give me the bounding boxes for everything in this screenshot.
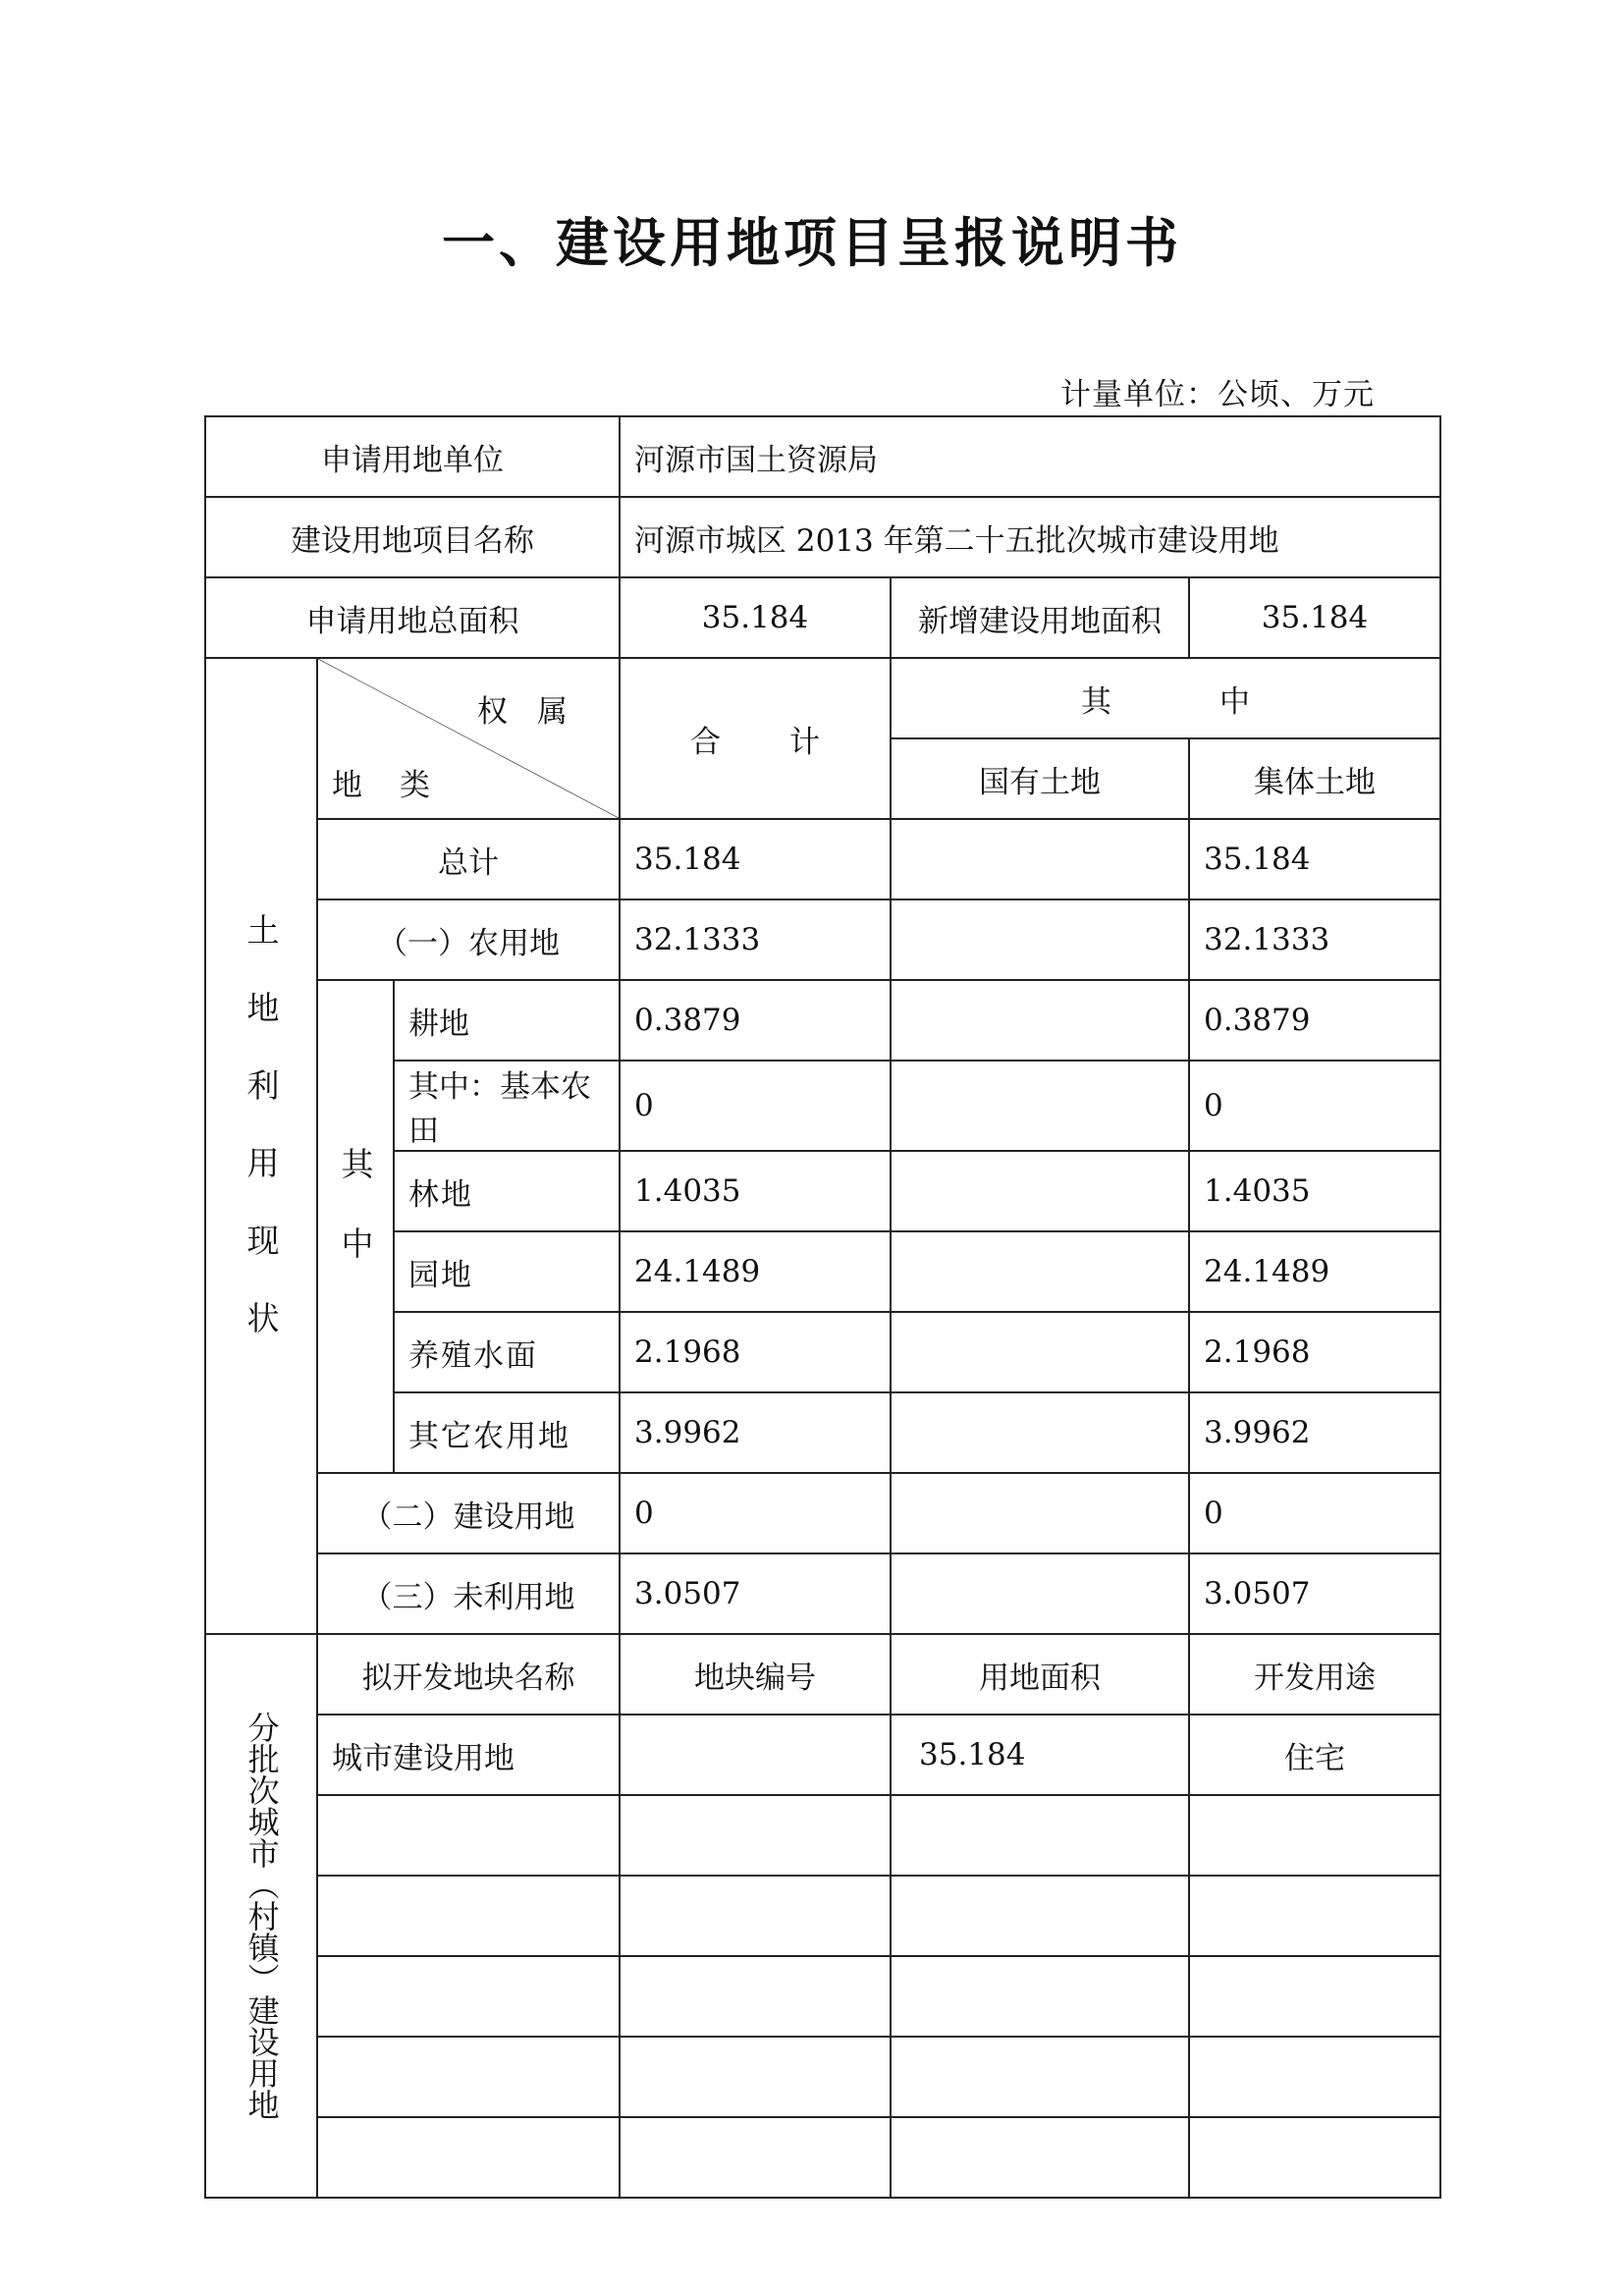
batch-header-plot-number: 地块编号 <box>620 1634 891 1715</box>
land-row-collective-value: 0.3879 <box>1189 980 1440 1061</box>
batch-purpose <box>1189 2037 1440 2117</box>
batch-area <box>891 1956 1189 2037</box>
batch-plot-name <box>317 1876 620 1956</box>
batch-plot-number <box>620 2117 891 2198</box>
new-area-label: 新增建设用地面积 <box>891 577 1189 658</box>
land-row-collective-value: 3.9962 <box>1189 1392 1440 1473</box>
batch-header-row <box>205 1634 1440 1715</box>
land-row-state-value <box>891 819 1189 899</box>
land-row-total-value: 0.3879 <box>620 980 891 1061</box>
batch-plot-number <box>620 2037 891 2117</box>
of-which-label: 其中 <box>336 1147 375 1306</box>
batch-plot-name <box>317 1795 620 1876</box>
land-row-total-value: 0 <box>620 1473 891 1553</box>
batch-row <box>205 1956 1440 2037</box>
land-use-section-label <box>205 658 317 1634</box>
project-form-table <box>204 415 1441 2199</box>
land-row-total-value: 2.1968 <box>620 1312 891 1392</box>
total-area-value: 35.184 <box>620 577 891 658</box>
land-row-state-value <box>891 1392 1189 1473</box>
batch-plot-name: 城市建设用地 <box>317 1715 620 1795</box>
batch-area <box>891 2037 1189 2117</box>
unit-note: 计量单位：公顷、万元 <box>1060 377 1375 412</box>
land-row-name: 林地 <box>394 1151 620 1231</box>
batch-plot-number <box>620 1795 891 1876</box>
batch-section-label-cell <box>205 1634 317 2198</box>
land-row-name-text: 耕地 <box>408 1006 469 1042</box>
land-row-name: （二）建设用地 <box>317 1473 620 1553</box>
total-area-label: 申请用地总面积 <box>205 577 620 658</box>
land-row-agricultural <box>205 899 1440 980</box>
land-row-state-value <box>891 899 1189 980</box>
land-row-name: 总计 <box>317 819 620 899</box>
land-row-collective-value: 3.0507 <box>1189 1553 1440 1634</box>
land-row-state-value <box>891 1151 1189 1231</box>
batch-plot-number <box>620 1715 891 1795</box>
header-collective-land: 集体土地 <box>1189 738 1440 819</box>
land-use-section-text: 土地利用现状 <box>242 913 281 1379</box>
land-row-collective-value: 0 <box>1189 1473 1440 1553</box>
header-state-land: 国有土地 <box>891 738 1189 819</box>
header-ownership: 权属 <box>477 694 598 730</box>
batch-header-area: 用地面积 <box>891 1634 1189 1715</box>
batch-plot-number <box>620 1876 891 1956</box>
land-row-state-value <box>891 980 1189 1061</box>
batch-plot-name <box>317 1956 620 2037</box>
batch-header-purpose: 开发用途 <box>1189 1634 1440 1715</box>
land-row-state-value <box>891 1312 1189 1392</box>
land-row-cultivated <box>205 980 1440 1061</box>
land-row-total-value: 24.1489 <box>620 1231 891 1312</box>
apply-unit-row <box>205 416 1440 497</box>
of-which-label-cell <box>317 980 394 1473</box>
header-category: 地类 <box>332 768 467 803</box>
land-row-state-value <box>891 1553 1189 1634</box>
land-row-state-value <box>891 1473 1189 1553</box>
batch-purpose <box>1189 1795 1440 1876</box>
land-row-name: 养殖水面 <box>394 1312 620 1392</box>
batch-plot-name <box>317 2037 620 2117</box>
batch-plot-number <box>620 1956 891 2037</box>
diagonal-header-cell <box>317 658 620 819</box>
batch-area <box>891 2117 1189 2198</box>
project-name-value: 河源市城区 2013 年第二十五批次城市建设用地 <box>620 497 1440 577</box>
batch-row <box>205 2037 1440 2117</box>
land-row-state-value <box>891 1061 1189 1151</box>
land-row-name: 其中：基本农田 <box>394 1061 620 1151</box>
project-name-label: 建设用地项目名称 <box>205 497 620 577</box>
batch-area <box>891 1795 1189 1876</box>
land-row-total-value: 3.0507 <box>620 1553 891 1634</box>
new-area-value: 35.184 <box>1189 577 1440 658</box>
land-row-collective-value: 2.1968 <box>1189 1312 1440 1392</box>
batch-purpose <box>1189 2117 1440 2198</box>
land-row-collective-value: 24.1489 <box>1189 1231 1440 1312</box>
land-row-collective-value: 32.1333 <box>1189 899 1440 980</box>
header-of-which-cell <box>891 658 1440 738</box>
batch-header-plot-name: 拟开发地块名称 <box>317 1634 620 1715</box>
page-title: 一、建设用地项目呈报说明书 <box>442 212 1182 274</box>
header-total-cell <box>620 658 891 819</box>
land-row-total-value: 3.9962 <box>620 1392 891 1473</box>
batch-section-label: 分批次城市（村镇）建设用地 <box>243 1712 281 2120</box>
batch-row <box>205 1876 1440 1956</box>
land-row-name: 园地 <box>394 1231 620 1312</box>
apply-unit-value: 河源市国土资源局 <box>620 416 1440 497</box>
batch-area: 35.184 <box>891 1715 1189 1795</box>
project-name-row <box>205 497 1440 577</box>
land-row-collective-value: 0 <box>1189 1061 1440 1151</box>
batch-purpose <box>1189 1876 1440 1956</box>
header-of-which: 其中 <box>1081 683 1359 720</box>
land-row-name: （三）未利用地 <box>317 1553 620 1634</box>
land-row-name: 其它农用地 <box>394 1392 620 1473</box>
total-area-row <box>205 577 1440 658</box>
batch-row <box>205 1795 1440 1876</box>
land-row-total-value: 32.1333 <box>620 899 891 980</box>
land-row-construction <box>205 1473 1440 1553</box>
land-row-unused <box>205 1553 1440 1634</box>
land-row-total-value: 0 <box>620 1061 891 1151</box>
land-row-total-value: 35.184 <box>620 819 891 899</box>
land-row-collective-value: 35.184 <box>1189 819 1440 899</box>
land-use-header-row-1 <box>205 658 1440 738</box>
batch-purpose <box>1189 1956 1440 2037</box>
batch-row <box>205 2117 1440 2198</box>
land-row-name <box>394 980 620 1061</box>
land-row-state-value <box>891 1231 1189 1312</box>
batch-purpose: 住宅 <box>1189 1715 1440 1795</box>
batch-area <box>891 1876 1189 1956</box>
land-row-collective-value: 1.4035 <box>1189 1151 1440 1231</box>
header-total: 合计 <box>690 724 890 760</box>
land-row-total-value: 1.4035 <box>620 1151 891 1231</box>
land-row-name: （一）农用地 <box>317 899 620 980</box>
batch-plot-name <box>317 2117 620 2198</box>
batch-row <box>205 1715 1440 1795</box>
land-row-total <box>205 819 1440 899</box>
apply-unit-label: 申请用地单位 <box>205 416 620 497</box>
